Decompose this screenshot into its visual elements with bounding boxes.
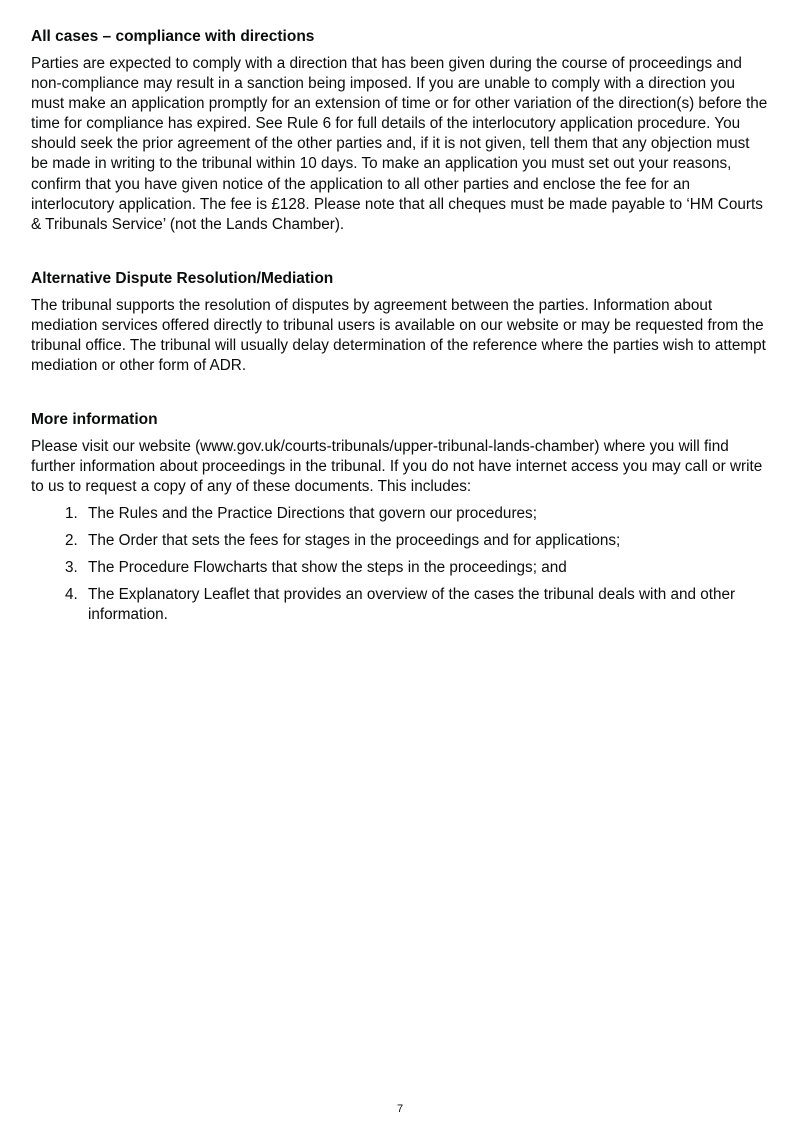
section-adr: [31, 269, 769, 376]
list-item: [31, 531, 769, 551]
section-paragraph: Please visit our website (www.gov.uk/courts-tribunals/upper-tribunal-lands-chamber) where you will find further information about proceedings in the tribunal. If you do not have internet access you may call or write to us to request a copy of any of these documents. This includes:: [31, 438, 763, 496]
section-heading: All cases – compliance with directions: [31, 28, 315, 45]
section-heading: More information: [31, 411, 158, 429]
page-number: 7: [396, 1103, 404, 1115]
documents-list: [31, 504, 769, 625]
section-more-information: [31, 410, 769, 625]
list-item: [31, 504, 769, 524]
section-paragraph: The tribunal supports the resolution of disputes by agreement between the parties. Information about mediation services offered directly to tribunal users is available on our website or may be requested from the tribunal office. The tribunal will usually delay determination of the reference where the parties wish to attempt mediation or other form of ADR.: [31, 296, 766, 375]
list-item-number: 2.: [65, 531, 78, 549]
list-item-number: 1.: [65, 504, 78, 522]
list-item-text: The Explanatory Leaflet that provides an overview of the cases the tribunal deals with and other information.: [88, 585, 736, 623]
list-item-text: The Procedure Flowcharts that show the steps in the proceedings; and: [88, 558, 567, 576]
section-compliance: [31, 27, 769, 235]
list-item-text: The Rules and the Practice Directions that govern our procedures;: [88, 504, 537, 522]
list-item: [31, 558, 769, 578]
document-page: [31, 27, 769, 632]
list-item-number: 4.: [65, 585, 78, 603]
section-heading: Alternative Dispute Resolution/Mediation: [31, 269, 334, 287]
list-item-text: The Order that sets the fees for stages in the proceedings and for applications;: [88, 531, 621, 549]
list-item-number: 3.: [65, 558, 78, 576]
section-paragraph: Parties are expected to comply with a direction that has been given during the course of proceedings and non-compliance may result in a sanction being imposed. If you are unable to comply with a direction you must make an application promptly for an extension of time or for other variation of the direction(s) before the time for compliance has expired. See Rule 6 for full details of the interlocutory application procedure. You should seek the prior agreement of the other parties and, if it is not given, tell them that any objection must be made in writing to the tribunal within 10 days. To make an application you must set out your reasons, confirm that you have given notice of the application to all other parties and enclose the fee for an interlocutory application. The fee is £128. Please note that all cheques must be made payable to ‘HM Courts & Tribunals Service’ (not the Lands Chamber).: [31, 55, 768, 233]
list-item: [31, 585, 769, 625]
